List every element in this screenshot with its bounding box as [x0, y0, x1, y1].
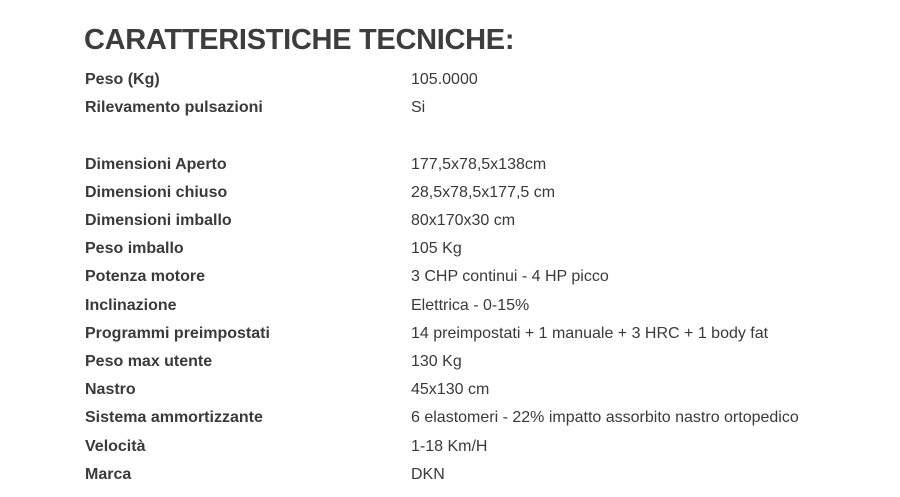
spec-row-open-dimensions — [85, 151, 885, 179]
spec-value: 28,5x78,5x177,5 cm — [411, 183, 556, 201]
spec-label: Peso max utente — [85, 352, 213, 370]
spec-label: Dimensioni chiuso — [85, 183, 228, 201]
spec-row-closed-dimensions — [85, 179, 885, 207]
spec-row-programs — [85, 320, 885, 348]
spec-label: Peso (Kg) — [85, 71, 160, 89]
spec-value: 105.0000 — [411, 71, 478, 89]
spec-row-package-weight — [85, 235, 885, 263]
spec-label: Nastro — [85, 381, 136, 399]
spec-value: DKN — [411, 465, 445, 483]
spec-row-brand — [85, 461, 885, 489]
spec-row-package-dimensions — [85, 207, 885, 235]
spec-label: Sistema ammortizzante — [85, 409, 263, 427]
specs-table — [85, 66, 885, 489]
spec-row-heart-rate — [85, 94, 885, 122]
spec-value: 14 preimpostati + 1 manuale + 3 HRC + 1 body fat — [411, 324, 769, 342]
spec-row-speed — [85, 432, 885, 460]
spec-label: Programmi preimpostati — [85, 324, 270, 342]
spec-value: 1-18 Km/H — [411, 437, 488, 455]
spec-row-motor-power — [85, 263, 885, 291]
spec-value: 80x170x30 cm — [411, 212, 516, 230]
spec-row-weight — [85, 66, 885, 94]
spec-row-belt — [85, 376, 885, 404]
spec-value: 45x130 cm — [411, 381, 490, 399]
spec-label: Dimensioni Aperto — [85, 155, 227, 173]
spec-value: 130 Kg — [411, 352, 462, 370]
spec-value: 3 CHP continui - 4 HP picco — [411, 268, 609, 286]
spec-label: Potenza motore — [85, 268, 206, 286]
spec-row-cushioning — [85, 404, 885, 432]
spec-value: 177,5x78,5x138cm — [411, 155, 547, 173]
spec-value: 6 elastomeri - 22% impatto assorbito nastro ortopedico — [411, 409, 799, 427]
spec-value: 105 Kg — [411, 240, 462, 258]
spec-label: Marca — [85, 465, 132, 483]
spec-row-max-user-weight — [85, 348, 885, 376]
spec-label: Peso imballo — [85, 240, 184, 258]
spacer-row — [85, 122, 885, 150]
spec-value: Si — [411, 99, 426, 117]
spec-label: Rilevamento pulsazioni — [85, 99, 263, 117]
page-title: CARATTERISTICHE TECNICHE: — [84, 24, 515, 56]
spec-label: Velocità — [85, 437, 146, 455]
spec-label: Dimensioni imballo — [85, 212, 232, 230]
spec-row-incline — [85, 292, 885, 320]
spec-value: Elettrica - 0-15% — [411, 296, 530, 314]
spec-label: Inclinazione — [85, 296, 177, 314]
